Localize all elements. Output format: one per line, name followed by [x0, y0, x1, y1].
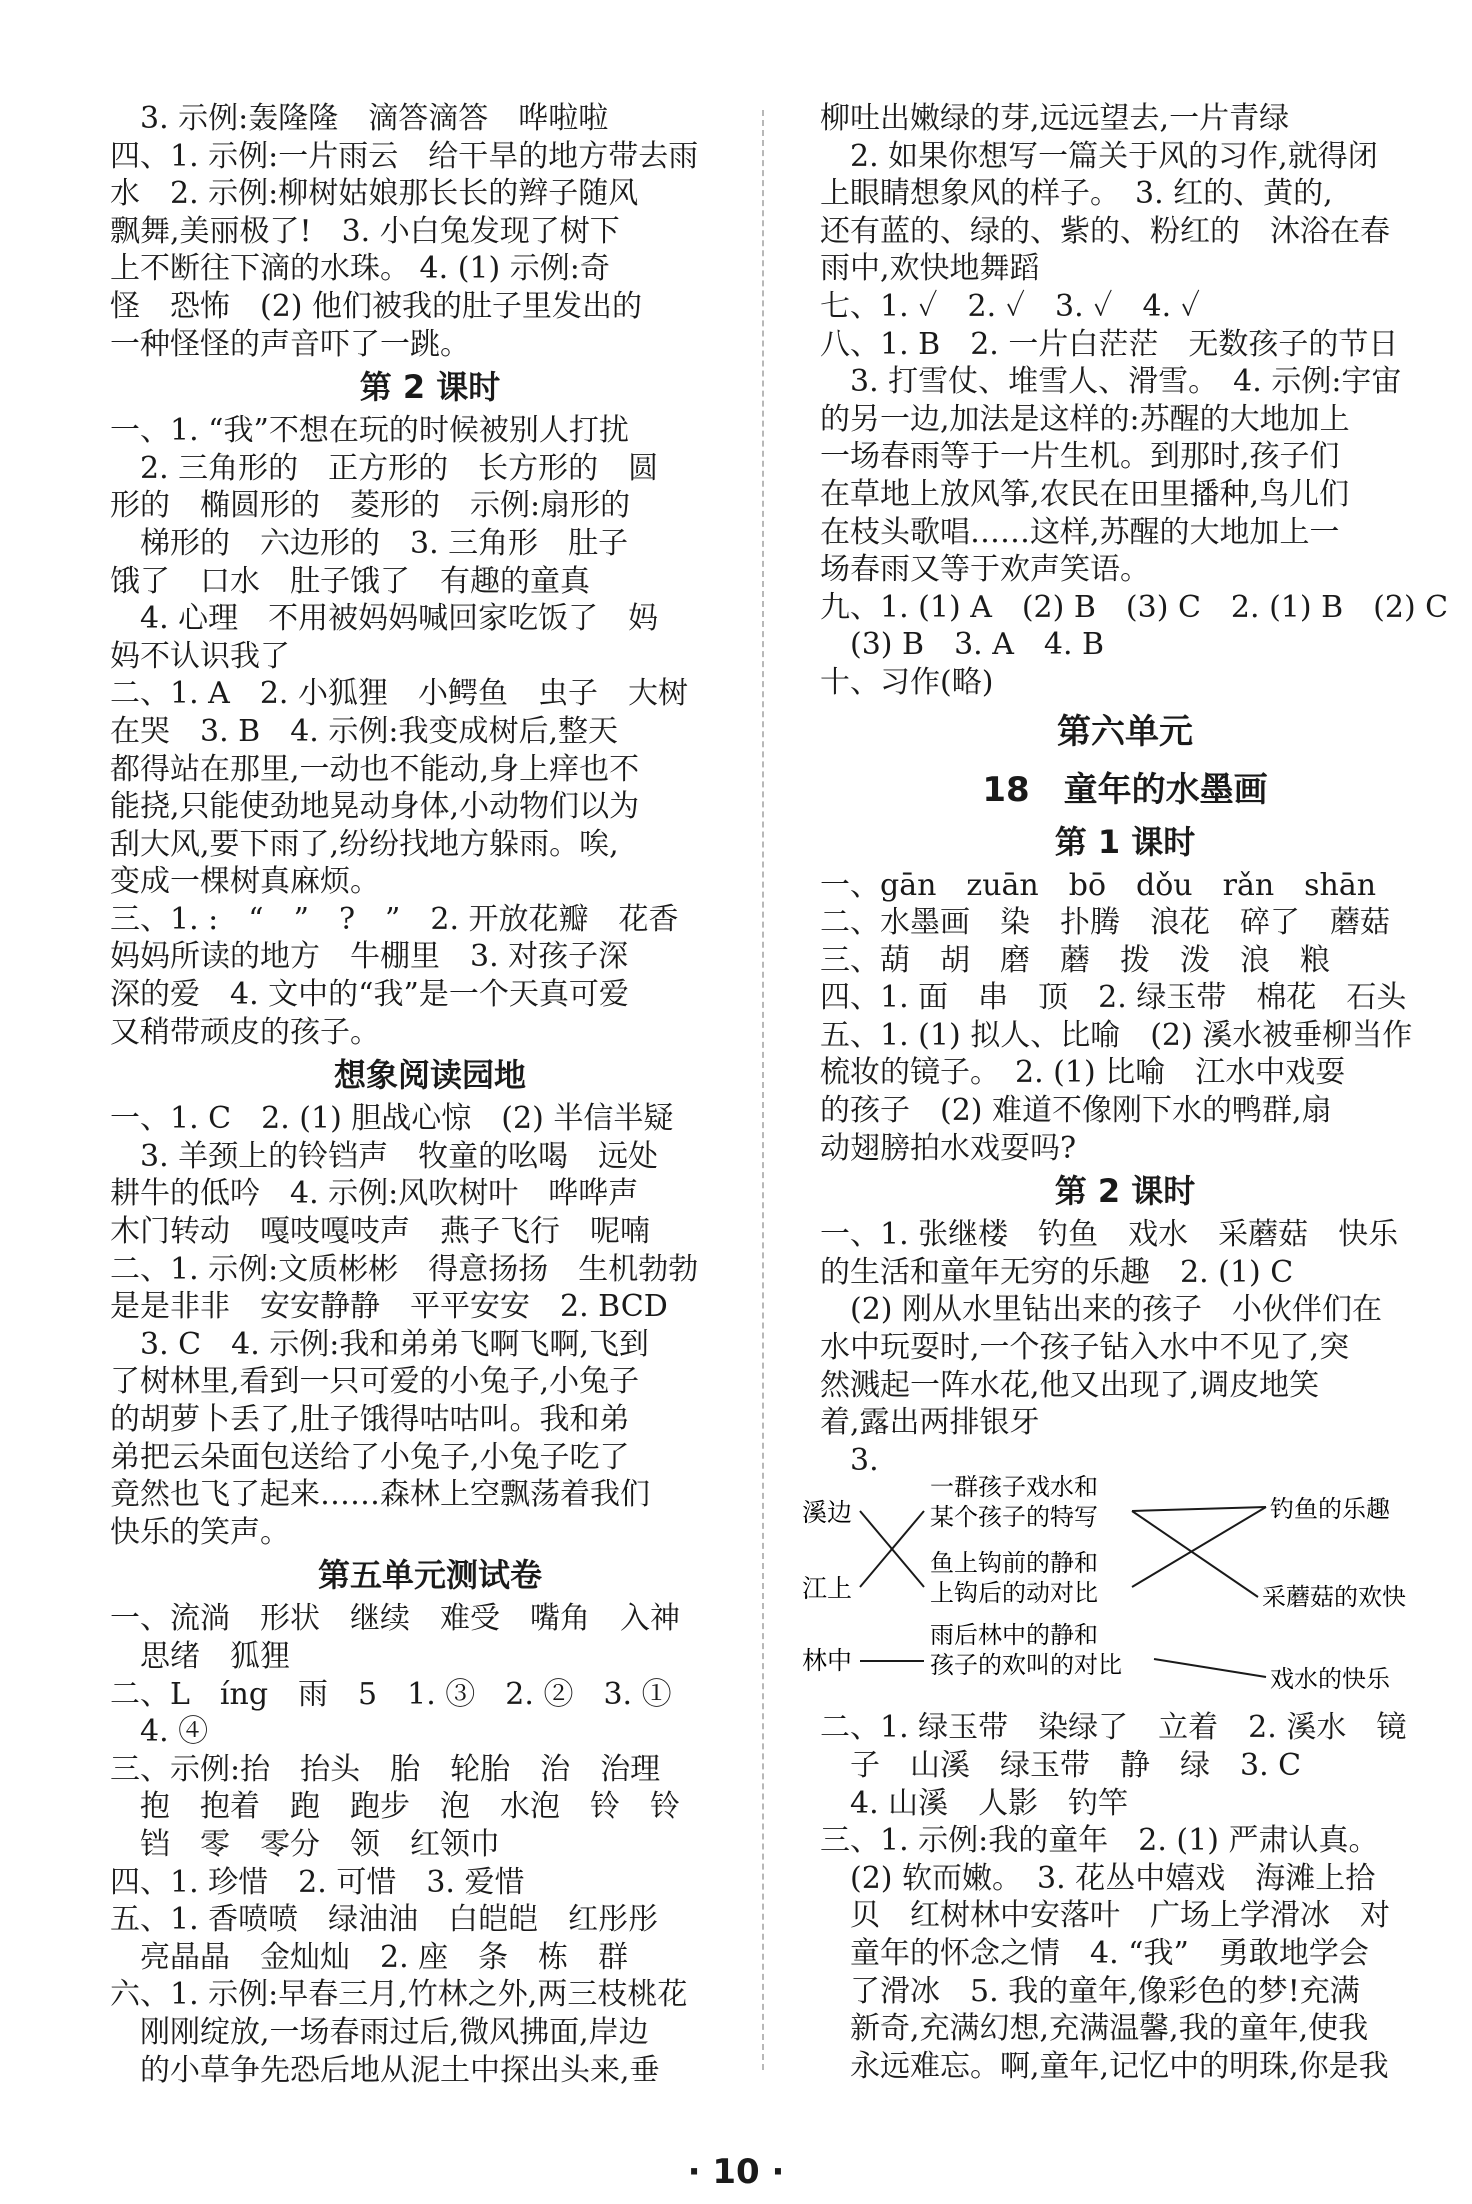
- answer-line: 能挠,只能使劲地晃动身体,小动物们以为: [110, 789, 640, 825]
- answer-line: 4. ④: [110, 1714, 209, 1750]
- answer-line: 八、1. B 2. 一片白茫茫 无数孩子的节日: [820, 326, 1399, 362]
- answer-line: 又稍带顽皮的孩子。: [110, 1014, 380, 1050]
- unit-heading: 第六单元: [1057, 711, 1193, 752]
- diagram-middle-2a: 鱼上钩前的静和: [930, 1549, 1098, 1578]
- connector-line: [1132, 1507, 1266, 1511]
- answer-line: 刮大风,要下雨了,纷纷找地方躲雨。唉,: [110, 826, 619, 862]
- answer-line: 雨中,欢快地舞蹈: [820, 251, 1040, 287]
- answer-line: 水 2. 示例:柳树姑娘那长长的辫子随风: [110, 176, 639, 212]
- section-heading: 第 1 课时: [1054, 822, 1196, 861]
- answer-line: 思绪 狐狸: [110, 1638, 290, 1674]
- answer-line: 童年的怀念之情 4. “我” 勇敢地学会: [820, 1935, 1369, 1971]
- diagram-middle-3b: 孩子的欢叫的对比: [930, 1651, 1122, 1680]
- connector-line: [1132, 1507, 1266, 1587]
- answer-line: 亮晶晶 金灿灿 2. 座 条 栋 群: [110, 1939, 629, 1975]
- answer-line: 一、1. “我”不想在玩的时候被别人打扰: [110, 413, 629, 449]
- answer-line: 的孩子 (2) 难道不像刚下水的鸭群,扇: [820, 1093, 1332, 1129]
- answer-line: 3.: [820, 1442, 879, 1478]
- answer-line: 形的 椭圆形的 菱形的 示例:扇形的: [110, 488, 631, 524]
- answer-line: 木门转动 嘎吱嘎吱声 燕子飞行 呢喃: [110, 1214, 650, 1250]
- answer-line: 场春雨又等于欢声笑语。: [820, 552, 1150, 588]
- answer-line: 四、1. 示例:一片雨云 给干旱的地方带去雨: [110, 138, 699, 174]
- answer-line: 3. 羊颈上的铃铛声 牧童的吆喝 远处: [110, 1138, 659, 1174]
- answer-line: 的小草争先恐后地从泥土中探出头来,垂: [110, 2052, 660, 2088]
- answer-line: 六、1. 示例:早春三月,竹林之外,两三枝桃花: [110, 1977, 688, 2013]
- answer-line: 2. 三角形的 正方形的 长方形的 圆: [110, 450, 659, 486]
- answer-line: 二、1. 绿玉带 染绿了 立着 2. 溪水 镜: [820, 1710, 1407, 1746]
- answer-line: 一场春雨等于一片生机。到那时,孩子们: [820, 439, 1340, 475]
- answer-line: 在枝头歌唱……这样,苏醒的大地加上一: [820, 514, 1340, 550]
- answer-line: 是是非非 安安静静 平平安安 2. BCD: [110, 1289, 668, 1325]
- diagram-right-3: 戏水的快乐: [1270, 1665, 1390, 1694]
- answer-line: 还有蓝的、绿的、紫的、粉红的 沐浴在春: [820, 213, 1390, 249]
- answer-line: 一、1. C 2. (1) 胆战心惊 (2) 半信半疑: [110, 1101, 674, 1137]
- answer-line: 上不断往下滴的水珠。 4. (1) 示例:奇: [110, 251, 610, 287]
- answer-line: 五、1. (1) 拟人、比喻 (2) 溪水被垂柳当作: [820, 1017, 1413, 1053]
- answer-line: (2) 软而嫩。 3. 花丛中嬉戏 海滩上拾: [820, 1860, 1376, 1896]
- diagram-middle-1a: 一群孩子戏水和: [930, 1473, 1098, 1502]
- answer-line: 4. 心理 不用被妈妈喊回家吃饭了 妈: [110, 601, 659, 637]
- answer-line: 四、1. 面 串 顶 2. 绿玉带 棉花 石头: [820, 980, 1407, 1016]
- diagram-left-3: 林中: [802, 1646, 853, 1676]
- answer-line: 二、L íng 雨 5 1. ③ 2. ② 3. ①: [110, 1676, 672, 1712]
- answer-line: 一、1. 张继楼 钓鱼 戏水 采蘑菇 快乐: [820, 1217, 1399, 1253]
- page-number: · 10 ·: [687, 2152, 785, 2192]
- answer-line: 刚刚绽放,一场春雨过后,微风拂面,岸边: [110, 2014, 649, 2050]
- answer-line: 抱 抱着 跑 跑步 泡 水泡 铃 铃: [110, 1789, 680, 1825]
- left-column: [110, 100, 750, 2089]
- section-heading: 第 2 课时: [1054, 1172, 1196, 1211]
- section-heading: 第五单元测试卷: [317, 1556, 542, 1595]
- answer-line: 3. 示例:轰隆隆 滴答滴答 哗啦啦: [110, 101, 609, 136]
- answer-line: 动翅膀拍水戏耍吗?: [820, 1130, 1077, 1166]
- answer-line: 弟把云朵面包送给了小兔子,小兔子吃了: [110, 1439, 630, 1475]
- answer-line: 三、1. : “ ” ? ” 2. 开放花瓣 花香: [110, 901, 679, 937]
- answer-line: 上眼睛想象风的样子。 3. 红的、黄的,: [820, 176, 1333, 212]
- answer-line: 竟然也飞了起来……森林上空飘荡着我们: [110, 1477, 650, 1513]
- answer-line: 了滑冰 5. 我的童年,像彩色的梦!充满: [820, 1973, 1360, 2009]
- answer-line: 二、水墨画 染 扑腾 浪花 碎了 蘑菇: [820, 905, 1390, 941]
- answer-line: 三、示例:抬 抬头 胎 轮胎 治 治理: [110, 1751, 661, 1787]
- answer-line: (2) 刚从水里钻出来的孩子 小伙伴们在: [820, 1292, 1383, 1328]
- diagram-middle-1b: 某个孩子的特写: [930, 1503, 1098, 1532]
- diagram-right-2: 采蘑菇的欢快: [1262, 1583, 1406, 1612]
- answer-line: 然溅起一阵水花,他又出现了,调皮地笑: [820, 1367, 1320, 1403]
- answer-line: 都得站在那里,一动也不能动,身上痒也不: [110, 751, 640, 787]
- answer-line: 饿了 口水 肚子饿了 有趣的童真: [110, 563, 590, 599]
- answer-line: 新奇,充满幻想,充满温馨,我的童年,使我: [820, 2011, 1369, 2047]
- answer-line: 永远难忘。啊,童年,记忆中的明珠,你是我: [820, 2048, 1389, 2084]
- answer-line: 在草地上放风筝,农民在田里播种,鸟儿们: [820, 476, 1350, 512]
- answer-line: 妈妈所读的地方 牛棚里 3. 对孩子深: [110, 939, 629, 975]
- diagram-middle-2b: 上钩后的动对比: [930, 1579, 1098, 1608]
- answer-line: 变成一棵树真麻烦。: [110, 864, 380, 900]
- answer-line: 了树林里,看到一只可爱的小兔子,小兔子: [110, 1364, 640, 1400]
- answer-line: 柳吐出嫩绿的芽,远远望去,一片青绿: [820, 101, 1290, 136]
- answer-line: 七、1. ✓ 2. ✓ 3. ✓ 4. ✓: [820, 288, 1201, 324]
- answer-line: 铛 零 零分 领 红领巾: [110, 1826, 500, 1862]
- answer-line: 2. 如果你想写一篇关于风的习作,就得闭: [820, 138, 1378, 174]
- diagram-left-2: 江上: [802, 1574, 853, 1604]
- diagram-right-1: 钓鱼的乐趣: [1270, 1495, 1390, 1524]
- answer-line: 三、葫 胡 磨 蘑 拨 泼 浪 粮: [820, 942, 1330, 978]
- answer-line: 四、1. 珍惜 2. 可惜 3. 爱惜: [110, 1864, 525, 1900]
- answer-line: 3. 打雪仗、堆雪人、滑雪。 4. 示例:宇宙: [820, 364, 1402, 400]
- answer-line: 的另一边,加法是这样的:苏醒的大地加上: [820, 401, 1350, 437]
- unit-heading: 18 童年的水墨画: [982, 769, 1268, 810]
- answer-line: 快乐的笑声。: [110, 1514, 290, 1550]
- answer-line: 在哭 3. B 4. 示例:我变成树后,整天: [110, 713, 619, 749]
- answer-line: 的生活和童年无穷的乐趣 2. (1) C: [820, 1254, 1294, 1290]
- answer-line: (3) B 3. A 4. B: [820, 627, 1105, 663]
- answer-line: 4. 山溪 人影 钓竿: [820, 1785, 1129, 1821]
- answer-line: 飘舞,美丽极了! 3. 小白兔发现了树下: [110, 213, 620, 249]
- answer-line: 子 山溪 绿玉带 静 绿 3. C: [820, 1748, 1302, 1783]
- answer-line: 十、习作(略): [820, 664, 994, 700]
- answer-line: 二、1. 示例:文质彬彬 得意扬扬 生机勃勃: [110, 1251, 699, 1287]
- answer-line: 耕牛的低吟 4. 示例:风吹树叶 哗哗声: [110, 1176, 639, 1212]
- answer-line: 五、1. 香喷喷 绿油油 白皑皑 红彤彤: [110, 1902, 659, 1938]
- answer-line: 着,露出两排银牙: [820, 1405, 1040, 1441]
- section-heading: 想象阅读园地: [333, 1056, 526, 1095]
- answer-line: 九、1. (1) A (2) B (3) C 2. (1) B (2) C: [820, 589, 1449, 625]
- answer-line: 梳妆的镜子。 2. (1) 比喻 江水中戏耍: [820, 1055, 1346, 1091]
- answer-line: 梯形的 六边形的 3. 三角形 肚子: [110, 525, 629, 561]
- column-divider: [762, 110, 764, 2070]
- answer-line: 一种怪怪的声音吓了一跳。: [110, 326, 470, 362]
- section-heading: 第 2 课时: [359, 368, 501, 407]
- answer-line: 水中玩耍时,一个孩子钻入水中不见了,突: [820, 1330, 1350, 1366]
- answer-line: 一、流淌 形状 继续 难受 嘴角 入神: [110, 1601, 680, 1637]
- answer-line: 三、1. 示例:我的童年 2. (1) 严肃认真。: [820, 1823, 1379, 1859]
- answer-line: 怪 恐怖 (2) 他们被我的肚子里发出的: [110, 288, 643, 324]
- answer-line: 二、1. A 2. 小狐狸 小鳄鱼 虫子 大树: [110, 676, 688, 712]
- answer-line: 深的爱 4. 文中的“我”是一个天真可爱: [110, 977, 629, 1013]
- connector-line: [1154, 1659, 1266, 1677]
- right-column-bottom: [820, 1709, 1430, 2085]
- diagram-middle-3a: 雨后林中的静和: [930, 1621, 1098, 1650]
- answer-line: 贝 红树林中安落叶 广场上学滑冰 对: [820, 1898, 1390, 1934]
- answer-line: 一、gān zuān bō dǒu rǎn shān: [820, 867, 1377, 903]
- answer-line: 3. C 4. 示例:我和弟弟飞啊飞啊,飞到: [110, 1326, 649, 1362]
- answer-line: 妈不认识我了: [110, 638, 290, 674]
- matching-diagram: [802, 1473, 1430, 1709]
- right-column: [802, 100, 1449, 2085]
- right-column-top: [820, 100, 1449, 1479]
- answer-line: 的胡萝卜丢了,肚子饿得咕咕叫。我和弟: [110, 1402, 630, 1437]
- diagram-left-1: 溪边: [802, 1498, 853, 1528]
